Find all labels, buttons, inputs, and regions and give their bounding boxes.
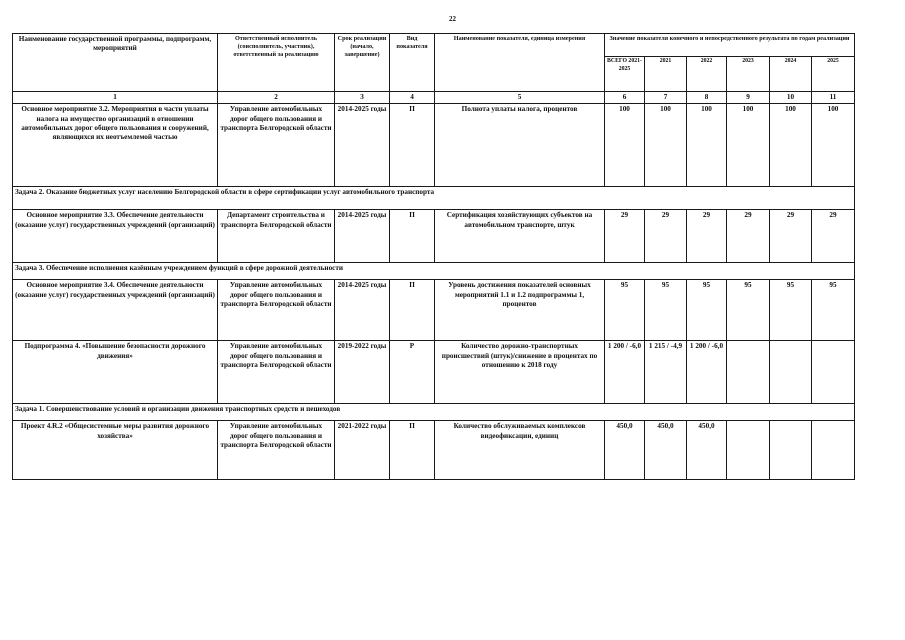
page-number: 22 bbox=[449, 15, 456, 23]
table-row bbox=[13, 341, 855, 404]
value-year: 95 bbox=[687, 280, 727, 341]
indicator-type: Р bbox=[390, 341, 435, 404]
column-number: 11 bbox=[812, 92, 855, 104]
executor: Управление автомобильных дорог общего пользования и транспорта Белгородской области bbox=[218, 421, 335, 480]
indicator-type: П bbox=[390, 280, 435, 341]
executor: Департамент строительства и транспорта Белгородской области bbox=[218, 210, 335, 263]
value-year: 29 bbox=[727, 210, 770, 263]
value-year: 95 bbox=[645, 280, 687, 341]
measure-name: Основное мероприятие 3.2. Мероприятия в части уплаты налога на имущество организаций в отношении автомобильных дорог общего пользования и сооружений, являющихся их неотъемлемой частью bbox=[13, 104, 218, 187]
indicator-name: Количество дорожно-транспортных происшествий (штук)/снижение в процентах по отношению к 2018 году bbox=[435, 341, 605, 404]
term: 2019-2022 годы bbox=[335, 341, 390, 404]
header-year: 2021 bbox=[645, 57, 687, 92]
value-year: 100 bbox=[687, 104, 727, 187]
term: 2014-2025 годы bbox=[335, 210, 390, 263]
indicator-name: Сертификация хозяйствующих субъектов на автомобильном транспорте, штук bbox=[435, 210, 605, 263]
column-number: 4 bbox=[390, 92, 435, 104]
value-year: 1 200 / -6,0 bbox=[687, 341, 727, 404]
table-row bbox=[13, 421, 855, 480]
value-year bbox=[812, 421, 855, 480]
value-year: 100 bbox=[812, 104, 855, 187]
value-year: 95 bbox=[812, 280, 855, 341]
task-title: Задача 1. Совершенствование условий и организации движения транспортных средств и пешеходов bbox=[13, 404, 855, 421]
column-number: 3 bbox=[335, 92, 390, 104]
value-year bbox=[727, 341, 770, 404]
header-name: Наименование государственной программы, подпрограмм, мероприятий bbox=[13, 34, 218, 92]
measure-name: Проект 4.R.2 «Общесистемные меры развития дорожного хозяйства» bbox=[13, 421, 218, 480]
indicator-type: П bbox=[390, 210, 435, 263]
column-numbers-row bbox=[13, 92, 855, 104]
value-total: 95 bbox=[605, 280, 645, 341]
task-row bbox=[13, 404, 855, 421]
header-indicator: Наименование показателя, единица измерения bbox=[435, 34, 605, 92]
value-year: 29 bbox=[812, 210, 855, 263]
executor: Управление автомобильных дорог общего пользования и транспорта Белгородской области bbox=[218, 280, 335, 341]
indicator-name: Уровень достижения показателей основных мероприятий 1.1 и 1.2 подпрограммы 1, процентов bbox=[435, 280, 605, 341]
value-year: 29 bbox=[687, 210, 727, 263]
value-year: 95 bbox=[727, 280, 770, 341]
table-row bbox=[13, 104, 855, 187]
value-year bbox=[770, 421, 812, 480]
header-values: Значение показателя конечного и непосредственного результата по годам реализации bbox=[605, 34, 855, 57]
column-number: 9 bbox=[727, 92, 770, 104]
indicators-table bbox=[12, 33, 855, 480]
measure-name: Основное мероприятие 3.3. Обеспечение деятельности (оказание услуг) государственных учреждений (организаций) bbox=[13, 210, 218, 263]
column-number: 10 bbox=[770, 92, 812, 104]
task-title: Задача 2. Оказание бюджетных услуг населению Белгородской области в сфере сертификации услуг автомобильного транспорта bbox=[13, 187, 855, 210]
header-year: 2023 bbox=[727, 57, 770, 92]
value-total: 450,0 bbox=[605, 421, 645, 480]
task-title: Задача 3. Обеспечение исполнения казённым учреждением функций в сфере дорожной деятельности bbox=[13, 263, 855, 280]
value-year: 100 bbox=[770, 104, 812, 187]
value-year: 95 bbox=[770, 280, 812, 341]
header-type: Вид показателя bbox=[390, 34, 435, 92]
value-year: 450,0 bbox=[687, 421, 727, 480]
value-total: 1 200 / -6,0 bbox=[605, 341, 645, 404]
header-total: ВСЕГО 2021-2025 bbox=[605, 57, 645, 92]
task-row bbox=[13, 187, 855, 210]
executor: Управление автомобильных дорог общего пользования и транспорта Белгородской области bbox=[218, 104, 335, 187]
indicator-type: П bbox=[390, 421, 435, 480]
value-total: 29 bbox=[605, 210, 645, 263]
header-year: 2022 bbox=[687, 57, 727, 92]
column-number: 2 bbox=[218, 92, 335, 104]
measure-name: Подпрограмма 4. «Повышение безопасности дорожного движения» bbox=[13, 341, 218, 404]
column-number: 5 bbox=[435, 92, 605, 104]
header-row bbox=[13, 34, 855, 57]
table-row bbox=[13, 280, 855, 341]
value-year: 29 bbox=[770, 210, 812, 263]
header-year: 2024 bbox=[770, 57, 812, 92]
header-term: Срок реализации (начало, завершение) bbox=[335, 34, 390, 92]
column-number: 7 bbox=[645, 92, 687, 104]
value-year: 100 bbox=[727, 104, 770, 187]
column-number: 8 bbox=[687, 92, 727, 104]
term: 2014-2025 годы bbox=[335, 280, 390, 341]
value-year: 450,0 bbox=[645, 421, 687, 480]
executor: Управление автомобильных дорог общего пользования и транспорта Белгородской области bbox=[218, 341, 335, 404]
table-row bbox=[13, 210, 855, 263]
value-total: 100 bbox=[605, 104, 645, 187]
column-number: 6 bbox=[605, 92, 645, 104]
term: 2021-2022 годы bbox=[335, 421, 390, 480]
value-year: 29 bbox=[645, 210, 687, 263]
value-year bbox=[812, 341, 855, 404]
value-year: 1 215 / -4,9 bbox=[645, 341, 687, 404]
column-number: 1 bbox=[13, 92, 218, 104]
header-year: 2025 bbox=[812, 57, 855, 92]
term: 2014-2025 годы bbox=[335, 104, 390, 187]
task-row bbox=[13, 263, 855, 280]
header-executor: Ответственный исполнитель (соисполнитель, участник), ответственный за реализацию bbox=[218, 34, 335, 92]
value-year: 100 bbox=[645, 104, 687, 187]
value-year bbox=[770, 341, 812, 404]
indicator-type: П bbox=[390, 104, 435, 187]
value-year bbox=[727, 421, 770, 480]
indicator-name: Количество обслуживаемых комплексов видеофиксации, единиц bbox=[435, 421, 605, 480]
measure-name: Основное мероприятие 3.4. Обеспечение деятельности (оказание услуг) государственных учреждений (организаций) bbox=[13, 280, 218, 341]
indicator-name: Полнота уплаты налога, процентов bbox=[435, 104, 605, 187]
